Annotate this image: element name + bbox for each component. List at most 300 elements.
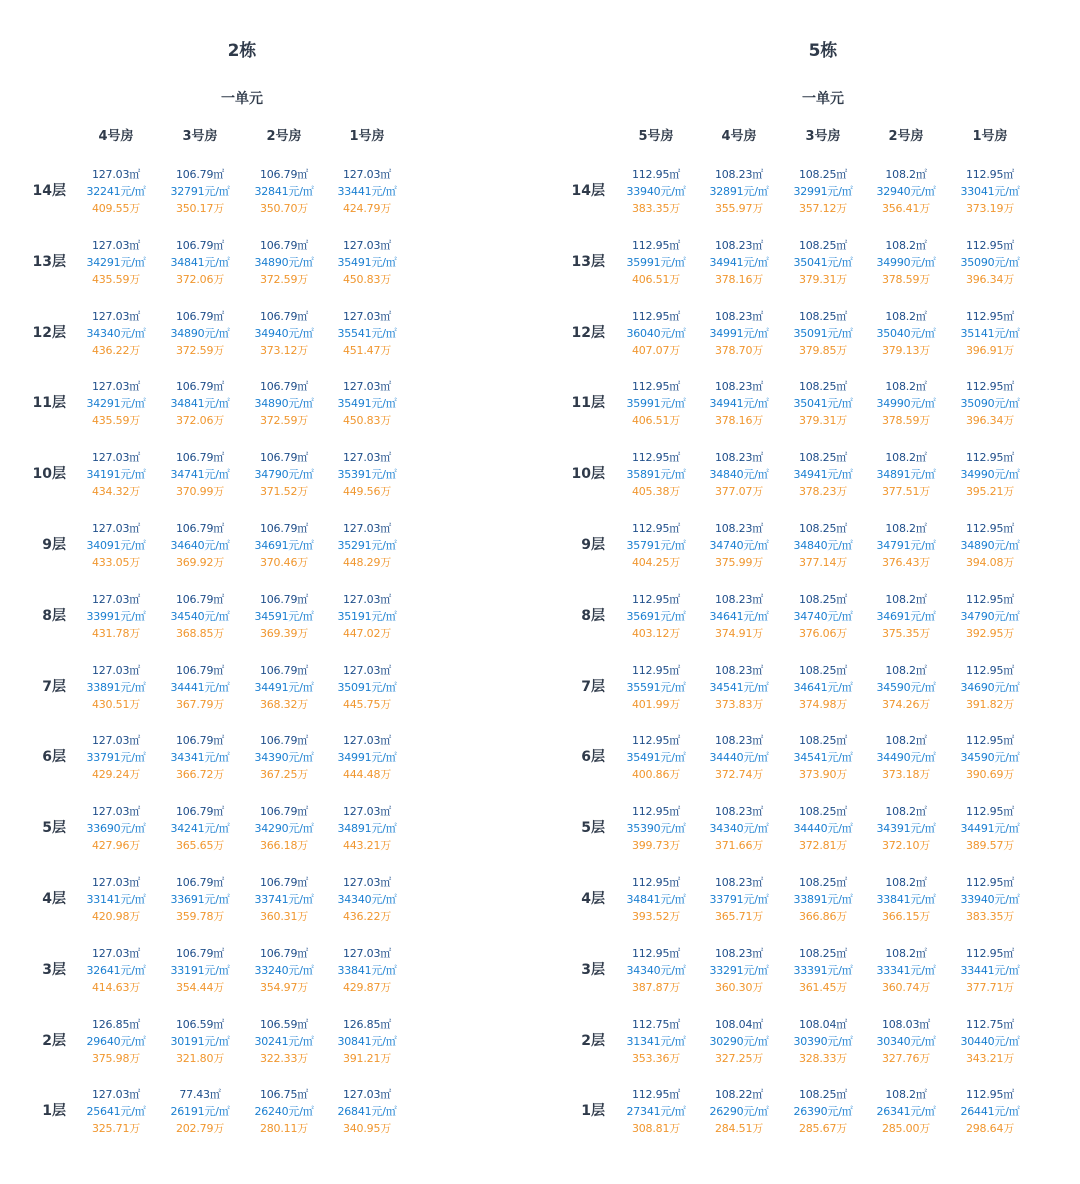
unit-cell xyxy=(162,449,238,500)
unit-cell xyxy=(952,1086,1028,1137)
unit-area: 106.79㎡ xyxy=(259,946,309,960)
unit-cell xyxy=(952,874,1028,925)
unit-total: 377.07万 xyxy=(714,485,764,499)
unit-area: 127.03㎡ xyxy=(91,238,141,252)
unit-cell xyxy=(952,166,1028,217)
unit-total: 372.06万 xyxy=(175,272,225,286)
unit-price: 34390元/㎡ xyxy=(254,751,314,765)
unit-price: 30191元/㎡ xyxy=(170,1034,230,1048)
unit-cell xyxy=(329,803,405,854)
unit-area: 112.95㎡ xyxy=(631,1088,681,1102)
unit-price: 35191元/㎡ xyxy=(337,609,397,623)
unit-cell xyxy=(329,520,405,571)
unit-cell xyxy=(329,308,405,359)
unit-price: 34840元/㎡ xyxy=(793,539,853,552)
unit-price: 35491元/㎡ xyxy=(337,397,397,411)
unit-cell xyxy=(785,1086,861,1137)
floor-label: 2层 xyxy=(42,1032,66,1049)
unit-total: 354.97万 xyxy=(259,980,309,994)
unit-area: 108.23㎡ xyxy=(714,309,764,323)
unit-area: 108.25㎡ xyxy=(798,168,848,181)
unit-area: 127.03㎡ xyxy=(91,946,141,960)
unit-total: 379.85万 xyxy=(798,343,848,357)
unit-price: 34340元/㎡ xyxy=(626,963,686,977)
unit-cell xyxy=(952,1016,1028,1067)
unit-price: 34091元/㎡ xyxy=(86,539,146,552)
unit-total: 325.71万 xyxy=(91,1122,141,1136)
unit-cell xyxy=(952,945,1028,996)
unit-price: 34591元/㎡ xyxy=(254,609,314,623)
unit-title: 一单元 xyxy=(221,91,263,107)
room-header: 1号房 xyxy=(349,129,385,144)
unit-total: 396.34万 xyxy=(965,414,1015,428)
unit-price: 33291元/㎡ xyxy=(709,963,769,977)
unit-total: 377.51万 xyxy=(881,485,931,499)
unit-area: 108.23㎡ xyxy=(714,592,764,606)
unit-total: 404.25万 xyxy=(631,556,681,569)
unit-area: 112.95㎡ xyxy=(965,734,1015,748)
unit-total: 393.52万 xyxy=(631,910,681,923)
unit-price: 34641元/㎡ xyxy=(793,680,853,694)
unit-price: 35991元/㎡ xyxy=(626,255,686,269)
unit-area: 106.79㎡ xyxy=(175,522,225,535)
unit-cell xyxy=(162,591,238,642)
unit-area: 106.79㎡ xyxy=(175,734,225,748)
unit-price: 35090元/㎡ xyxy=(960,397,1020,411)
unit-price: 35991元/㎡ xyxy=(626,397,686,411)
unit-area: 106.79㎡ xyxy=(259,805,309,819)
unit-area: 106.79㎡ xyxy=(259,451,309,465)
unit-cell xyxy=(868,520,944,571)
unit-total: 369.39万 xyxy=(259,626,309,640)
unit-area: 108.04㎡ xyxy=(714,1017,764,1031)
unit-price: 33441元/㎡ xyxy=(337,185,397,198)
unit-price: 34990元/㎡ xyxy=(960,468,1020,482)
unit-total: 285.67万 xyxy=(798,1122,848,1136)
unit-total: 308.81万 xyxy=(631,1122,681,1136)
floor-label: 4层 xyxy=(42,891,66,907)
unit-cell xyxy=(952,591,1028,642)
unit-price: 33141元/㎡ xyxy=(86,893,146,906)
unit-price: 32891元/㎡ xyxy=(709,185,769,198)
unit-area: 112.95㎡ xyxy=(631,592,681,606)
unit-cell xyxy=(78,520,154,571)
unit-area: 127.03㎡ xyxy=(91,380,141,394)
unit-total: 366.15万 xyxy=(881,910,931,923)
unit-area: 127.03㎡ xyxy=(91,451,141,465)
unit-cell xyxy=(618,945,694,996)
unit-price: 34740元/㎡ xyxy=(709,539,769,552)
unit-price: 33841元/㎡ xyxy=(876,893,936,906)
floor-label: 5层 xyxy=(581,820,605,837)
unit-price: 30390元/㎡ xyxy=(793,1034,853,1048)
unit-cell xyxy=(78,874,154,925)
unit-total: 372.06万 xyxy=(175,414,225,428)
unit-price: 34941元/㎡ xyxy=(709,255,769,269)
unit-total: 407.07万 xyxy=(631,343,681,357)
unit-price: 33891元/㎡ xyxy=(86,680,146,694)
unit-area: 112.95㎡ xyxy=(631,522,681,535)
room-header: 4号房 xyxy=(98,129,134,144)
unit-cell xyxy=(246,945,322,996)
unit-cell xyxy=(618,520,694,571)
unit-price: 34440元/㎡ xyxy=(709,751,769,765)
unit-total: 387.87万 xyxy=(631,980,681,994)
unit-total: 377.14万 xyxy=(798,556,848,569)
unit-price: 33841元/㎡ xyxy=(337,963,397,977)
unit-price: 35041元/㎡ xyxy=(793,397,853,411)
unit-price: 33041元/㎡ xyxy=(960,185,1020,198)
floor-label: 4层 xyxy=(581,891,605,907)
building-title: 2栋 xyxy=(227,41,257,61)
unit-cell xyxy=(618,803,694,854)
unit-area: 108.2㎡ xyxy=(885,805,927,819)
unit-total: 372.59万 xyxy=(259,272,309,286)
unit-price: 33240元/㎡ xyxy=(254,963,314,977)
unit-cell xyxy=(162,945,238,996)
unit-price: 34490元/㎡ xyxy=(876,751,936,765)
unit-total: 379.13万 xyxy=(881,343,931,357)
unit-price: 26341元/㎡ xyxy=(876,1105,936,1119)
unit-cell xyxy=(246,449,322,500)
unit-cell xyxy=(246,874,322,925)
unit-area: 108.2㎡ xyxy=(885,946,927,960)
unit-area: 112.95㎡ xyxy=(965,309,1015,323)
unit-price: 32991元/㎡ xyxy=(793,185,853,198)
unit-total: 406.51万 xyxy=(631,414,681,428)
unit-area: 127.03㎡ xyxy=(342,1088,392,1102)
unit-total: 355.97万 xyxy=(714,202,764,215)
unit-total: 427.96万 xyxy=(91,839,141,853)
unit-area: 108.23㎡ xyxy=(714,238,764,252)
unit-price: 34440元/㎡ xyxy=(793,822,853,836)
unit-area: 77.43㎡ xyxy=(179,1088,221,1102)
unit-area: 112.95㎡ xyxy=(631,451,681,465)
unit-area: 108.23㎡ xyxy=(714,805,764,819)
unit-area: 106.79㎡ xyxy=(175,946,225,960)
unit-area: 108.2㎡ xyxy=(885,238,927,252)
unit-area: 108.2㎡ xyxy=(885,592,927,606)
unit-total: 401.99万 xyxy=(631,697,681,711)
unit-area: 112.75㎡ xyxy=(965,1017,1015,1031)
unit-price: 26290元/㎡ xyxy=(709,1105,769,1119)
unit-cell xyxy=(868,803,944,854)
unit-area: 108.23㎡ xyxy=(714,663,764,677)
unit-price: 35291元/㎡ xyxy=(337,539,397,552)
unit-cell xyxy=(329,662,405,713)
unit-price: 33391元/㎡ xyxy=(793,963,853,977)
unit-total: 367.25万 xyxy=(259,768,309,782)
unit-price: 34541元/㎡ xyxy=(709,680,769,694)
unit-total: 420.98万 xyxy=(91,910,141,923)
unit-total: 359.78万 xyxy=(175,910,225,923)
unit-area: 106.79㎡ xyxy=(259,309,309,323)
unit-total: 431.78万 xyxy=(91,626,141,640)
unit-area: 112.95㎡ xyxy=(965,663,1015,677)
unit-area: 127.03㎡ xyxy=(342,238,392,252)
unit-cell xyxy=(952,378,1028,429)
unit-cell xyxy=(618,732,694,783)
unit-area: 127.03㎡ xyxy=(342,946,392,960)
unit-area: 106.59㎡ xyxy=(259,1017,309,1031)
unit-cell xyxy=(868,449,944,500)
floor-label: 13层 xyxy=(32,253,66,270)
floor-label: 13层 xyxy=(571,253,605,270)
unit-total: 383.35万 xyxy=(965,910,1015,923)
unit-price: 30440元/㎡ xyxy=(960,1034,1020,1048)
unit-price: 34391元/㎡ xyxy=(876,822,936,836)
unit-cell xyxy=(329,449,405,500)
unit-area: 106.79㎡ xyxy=(259,876,309,889)
unit-area: 112.95㎡ xyxy=(965,805,1015,819)
unit-total: 379.31万 xyxy=(798,272,848,286)
unit-cell xyxy=(78,1016,154,1067)
unit-price: 25641元/㎡ xyxy=(86,1105,146,1119)
floor-label: 2层 xyxy=(581,1032,605,1049)
unit-total: 378.16万 xyxy=(714,272,764,286)
floor-label: 8层 xyxy=(581,607,605,624)
unit-price: 35091元/㎡ xyxy=(793,326,853,340)
unit-cell xyxy=(701,449,777,500)
unit-price: 34640元/㎡ xyxy=(170,539,230,552)
unit-cell xyxy=(785,591,861,642)
unit-area: 127.03㎡ xyxy=(91,805,141,819)
unit-price: 31341元/㎡ xyxy=(626,1034,686,1048)
unit-cell xyxy=(701,662,777,713)
unit-total: 372.59万 xyxy=(175,343,225,357)
unit-price: 26240元/㎡ xyxy=(254,1105,314,1119)
unit-price: 34841元/㎡ xyxy=(170,255,230,269)
unit-total: 409.55万 xyxy=(91,202,141,215)
unit-price: 34941元/㎡ xyxy=(709,397,769,411)
unit-price: 34991元/㎡ xyxy=(709,326,769,340)
unit-cell xyxy=(701,945,777,996)
unit-total: 285.00万 xyxy=(881,1122,931,1136)
unit-total: 354.44万 xyxy=(175,980,225,994)
unit-price: 34890元/㎡ xyxy=(170,326,230,340)
unit-cell xyxy=(78,1086,154,1137)
unit-price: 34291元/㎡ xyxy=(86,255,146,269)
unit-cell xyxy=(785,308,861,359)
unit-cell xyxy=(701,520,777,571)
unit-area: 126.85㎡ xyxy=(91,1017,141,1031)
unit-area: 106.79㎡ xyxy=(175,876,225,889)
unit-cell xyxy=(701,803,777,854)
unit-price: 35591元/㎡ xyxy=(626,680,686,694)
unit-total: 350.70万 xyxy=(259,202,309,215)
unit-price: 34590元/㎡ xyxy=(960,751,1020,765)
unit-area: 106.79㎡ xyxy=(175,380,225,394)
floor-label: 7层 xyxy=(581,678,605,695)
unit-area: 112.95㎡ xyxy=(965,1088,1015,1102)
unit-total: 429.24万 xyxy=(91,768,141,782)
unit-price: 34791元/㎡ xyxy=(876,539,936,552)
unit-price: 35141元/㎡ xyxy=(960,326,1020,340)
floor-label: 14层 xyxy=(571,183,605,199)
floor-label: 10层 xyxy=(32,466,66,483)
unit-total: 396.34万 xyxy=(965,272,1015,286)
unit-cell xyxy=(618,378,694,429)
unit-area: 108.2㎡ xyxy=(885,1088,927,1102)
unit-area: 127.03㎡ xyxy=(91,1088,141,1102)
floor-label: 6层 xyxy=(581,749,605,766)
unit-area: 112.95㎡ xyxy=(631,734,681,748)
unit-total: 400.86万 xyxy=(631,768,681,782)
unit-total: 443.21万 xyxy=(342,839,392,853)
unit-area: 106.79㎡ xyxy=(175,592,225,606)
unit-area: 108.2㎡ xyxy=(885,168,927,181)
unit-area: 127.03㎡ xyxy=(91,734,141,748)
unit-cell xyxy=(868,591,944,642)
unit-cell xyxy=(329,1016,405,1067)
unit-area: 112.75㎡ xyxy=(631,1017,681,1031)
unit-price: 30290元/㎡ xyxy=(709,1034,769,1048)
unit-cell xyxy=(701,237,777,288)
unit-cell xyxy=(162,1086,238,1137)
unit-total: 340.95万 xyxy=(342,1122,392,1136)
unit-total: 365.71万 xyxy=(714,910,764,923)
unit-area: 127.03㎡ xyxy=(342,451,392,465)
unit-area: 108.2㎡ xyxy=(885,522,927,535)
unit-cell xyxy=(868,166,944,217)
floor-label: 9层 xyxy=(581,537,605,553)
unit-total: 357.12万 xyxy=(798,202,848,215)
unit-price: 34340元/㎡ xyxy=(709,822,769,836)
unit-total: 202.79万 xyxy=(175,1122,225,1136)
unit-total: 414.63万 xyxy=(91,980,141,994)
unit-area: 112.95㎡ xyxy=(631,380,681,394)
unit-area: 112.95㎡ xyxy=(965,451,1015,465)
unit-total: 372.59万 xyxy=(259,414,309,428)
unit-cell xyxy=(701,308,777,359)
unit-cell xyxy=(701,378,777,429)
unit-cell xyxy=(952,803,1028,854)
unit-cell xyxy=(618,308,694,359)
unit-total: 373.19万 xyxy=(965,202,1015,215)
unit-price: 33341元/㎡ xyxy=(876,963,936,977)
unit-cell xyxy=(785,732,861,783)
unit-total: 373.18万 xyxy=(881,768,931,782)
unit-cell xyxy=(785,166,861,217)
unit-total: 378.16万 xyxy=(714,414,764,428)
unit-area: 108.2㎡ xyxy=(885,309,927,323)
unit-cell xyxy=(868,378,944,429)
unit-area: 127.03㎡ xyxy=(342,380,392,394)
unit-cell xyxy=(78,945,154,996)
unit-total: 322.33万 xyxy=(259,1051,309,1065)
unit-cell xyxy=(618,662,694,713)
unit-total: 394.08万 xyxy=(965,556,1015,569)
unit-total: 430.51万 xyxy=(91,697,141,711)
unit-total: 448.29万 xyxy=(342,556,392,569)
unit-cell xyxy=(701,1016,777,1067)
unit-cell xyxy=(162,520,238,571)
unit-total: 395.21万 xyxy=(965,485,1015,499)
unit-price: 34841元/㎡ xyxy=(626,893,686,906)
unit-price: 35491元/㎡ xyxy=(626,751,686,765)
floor-label: 1层 xyxy=(42,1103,66,1120)
unit-total: 450.83万 xyxy=(342,414,392,428)
unit-cell xyxy=(78,732,154,783)
unit-total: 284.51万 xyxy=(714,1122,764,1136)
unit-total: 378.59万 xyxy=(881,272,931,286)
unit-price: 29640元/㎡ xyxy=(86,1034,146,1048)
unit-area: 127.03㎡ xyxy=(342,876,392,889)
unit-price: 34491元/㎡ xyxy=(254,680,314,694)
unit-area: 112.95㎡ xyxy=(631,663,681,677)
unit-cell xyxy=(78,237,154,288)
unit-area: 108.25㎡ xyxy=(798,805,848,819)
unit-cell xyxy=(78,449,154,500)
floor-label: 8层 xyxy=(42,607,66,624)
unit-total: 360.74万 xyxy=(881,980,931,994)
unit-cell xyxy=(329,166,405,217)
unit-price: 34790元/㎡ xyxy=(254,468,314,482)
unit-total: 365.65万 xyxy=(175,839,225,853)
unit-price: 32841元/㎡ xyxy=(254,185,314,198)
unit-area: 108.25㎡ xyxy=(798,451,848,465)
unit-cell xyxy=(329,1086,405,1137)
unit-cell xyxy=(952,662,1028,713)
unit-area: 112.95㎡ xyxy=(965,380,1015,394)
unit-total: 378.59万 xyxy=(881,414,931,428)
unit-total: 375.99万 xyxy=(714,556,764,569)
unit-price: 34890元/㎡ xyxy=(254,397,314,411)
unit-area: 112.95㎡ xyxy=(965,876,1015,889)
unit-area: 112.95㎡ xyxy=(965,522,1015,535)
unit-area: 127.03㎡ xyxy=(342,309,392,323)
unit-cell xyxy=(618,1086,694,1137)
unit-cell xyxy=(618,591,694,642)
unit-cell xyxy=(162,662,238,713)
unit-area: 108.23㎡ xyxy=(714,522,764,535)
unit-cell xyxy=(246,308,322,359)
unit-cell xyxy=(78,378,154,429)
unit-total: 449.56万 xyxy=(342,485,392,499)
unit-area: 106.79㎡ xyxy=(175,451,225,465)
unit-total: 447.02万 xyxy=(342,626,392,640)
unit-cell xyxy=(868,732,944,783)
unit-area: 127.03㎡ xyxy=(342,168,392,181)
unit-cell xyxy=(868,308,944,359)
unit-cell xyxy=(162,1016,238,1067)
unit-cell xyxy=(246,520,322,571)
unit-total: 360.31万 xyxy=(259,910,309,923)
unit-area: 112.95㎡ xyxy=(631,168,681,181)
unit-cell xyxy=(952,732,1028,783)
unit-area: 106.79㎡ xyxy=(259,734,309,748)
unit-total: 389.57万 xyxy=(965,839,1015,853)
unit-area: 108.23㎡ xyxy=(714,451,764,465)
unit-cell xyxy=(701,166,777,217)
unit-cell xyxy=(701,591,777,642)
unit-price: 27341元/㎡ xyxy=(626,1105,686,1119)
unit-area: 112.95㎡ xyxy=(631,238,681,252)
unit-total: 366.86万 xyxy=(798,910,848,923)
unit-price: 34441元/㎡ xyxy=(170,680,230,694)
unit-price: 34890元/㎡ xyxy=(254,255,314,269)
unit-area: 106.79㎡ xyxy=(259,522,309,535)
room-header: 2号房 xyxy=(888,129,924,144)
unit-total: 372.74万 xyxy=(714,768,764,782)
unit-total: 369.92万 xyxy=(175,556,225,569)
unit-total: 372.81万 xyxy=(798,839,848,853)
unit-area: 127.03㎡ xyxy=(342,663,392,677)
unit-cell xyxy=(162,874,238,925)
unit-total: 445.75万 xyxy=(342,697,392,711)
unit-area: 108.25㎡ xyxy=(798,380,848,394)
unit-cell xyxy=(618,449,694,500)
